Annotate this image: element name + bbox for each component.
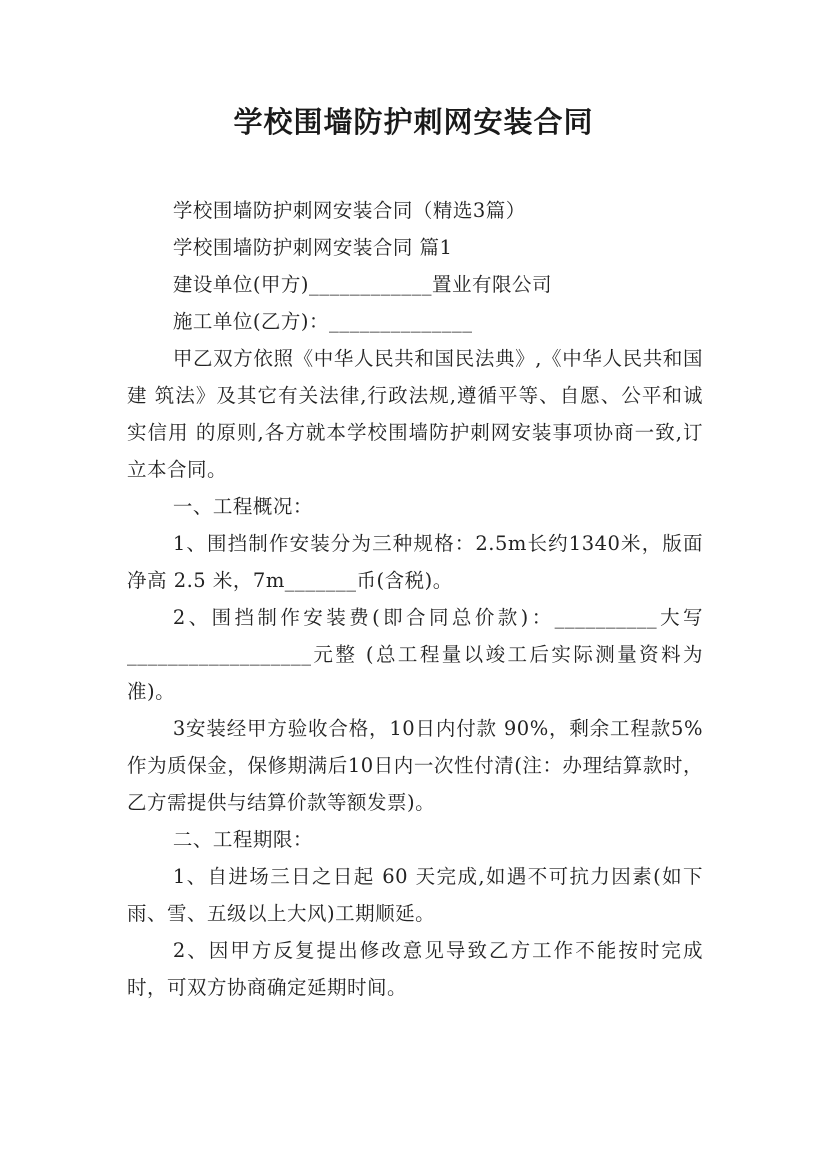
paragraph-party-b: 施工单位(乙方)：______________ [172,310,473,333]
document-body [127,192,703,1006]
paragraph-subtitle: 学校围墙防护刺网安装合同（精选3篇） [172,199,526,222]
paragraph-period-1: 1、自进场三日之日起 60 天完成,如遇不可抗力因素(如下雨、雪、五级以上大风)工期顺延。 [127,865,703,925]
paragraph-heading-overview: 一、工程概况： [172,495,313,518]
paragraph-clause-1: 1、围挡制作安装分为三种规格：2.5m长约1340米，版面净高 2.5 米，7m_______币(含税)。 [127,532,703,592]
paragraph-heading-period: 二、工程期限： [172,828,313,851]
document-title: 学校围墙防护刺网安装合同 [233,105,594,139]
paragraph-preamble: 甲乙双方依照《中华人民共和国民法典》,《中华人民共和国建 筑法》及其它有关法律,行政法规,遵循平等、自愿、公平和诚实信用 的原则,各方就本学校围墙防护刺网安装事项协商一致,订立本合同。 [127,347,703,481]
paragraph-period-2: 2、因甲方反复提出修改意见导致乙方工作不能按时完成时，可双方协商确定延期时间。 [127,939,703,999]
paragraph-section-heading: 学校围墙防护刺网安装合同 篇1 [172,236,453,259]
paragraph-clause-3: 3安装经甲方验收合格，10日内付款 90%，剩余工程款5%作为质保金，保修期满后10日内一次性付清(注：办理结算款时，乙方需提供与结算价款等额发票)。 [127,717,703,814]
paragraph-party-a: 建设单位(甲方)____________置业有限公司 [172,273,553,296]
paragraph-clause-2: 2、围挡制作安装费(即合同总价款)：__________大写__________________元整 (总工程量以竣工后实际测量资料为准)。 [127,606,703,703]
